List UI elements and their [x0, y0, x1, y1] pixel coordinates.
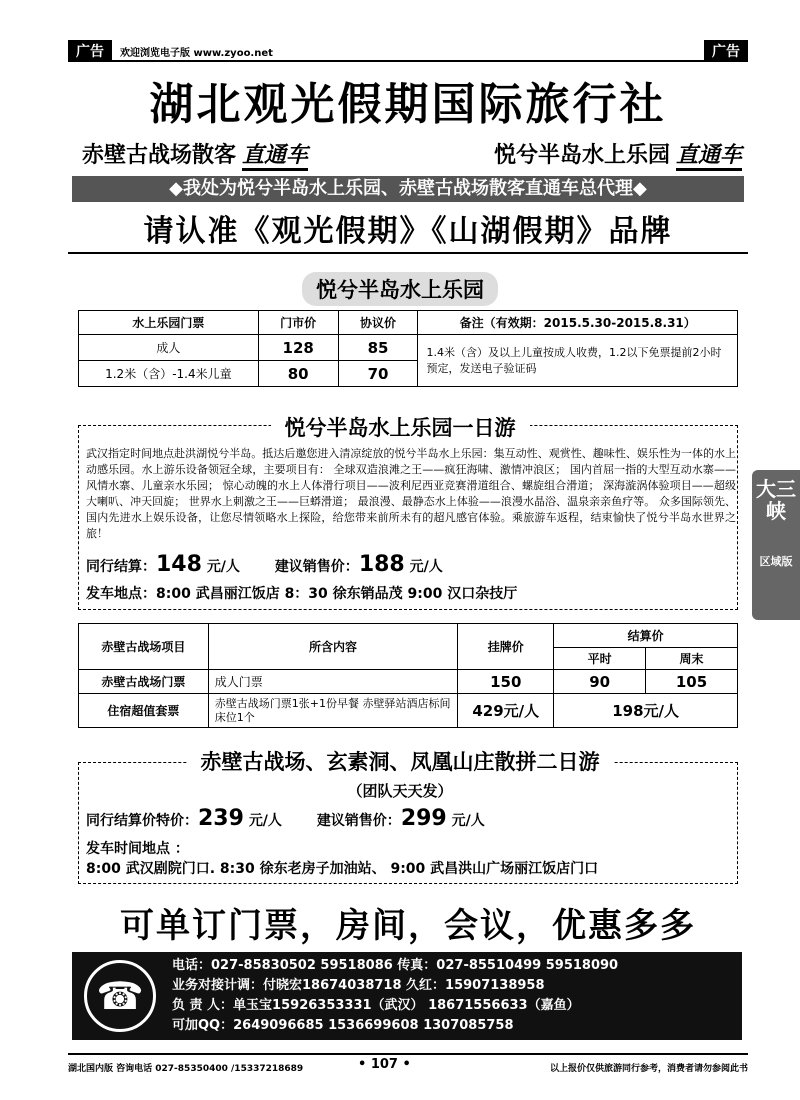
settle-price: 239: [198, 806, 244, 831]
col-weekday: 平时: [554, 648, 646, 670]
side-tab-sub: 区域版: [759, 555, 793, 568]
depart-label: 发车时间地点 ：: [86, 841, 189, 857]
col-weekend: 周末: [646, 648, 738, 670]
col-project: 赤壁古战场项目: [79, 624, 209, 670]
page-number: • 107 •: [358, 1057, 411, 1072]
chibi-express-badge: 直通车: [242, 143, 308, 171]
region-side-tab: [752, 470, 800, 620]
col-agreed: 协议价: [338, 311, 418, 335]
table-row: [79, 335, 738, 361]
contact-manager: 负 责 人：单玉宝15926353331（武汉） 18671556633（嘉鱼）: [172, 998, 580, 1013]
two-day-title-text: 赤壁古战场、玄素洞、凤凰山庄散拼二日游: [187, 744, 614, 778]
settle-label: 同行结算：: [86, 559, 156, 575]
footer-left: 湖北国内版 咨询电话 027-85350400 /15337218689: [68, 1064, 304, 1074]
footer: [68, 1053, 748, 1074]
row-name: 赤壁古战场门票: [79, 670, 209, 694]
ad-label-left: 广告: [68, 40, 112, 62]
suggest-label: 建议销售价：: [316, 813, 401, 829]
row-settle: 198元/人: [554, 694, 738, 728]
chibi-express-label: 赤壁古战场散客: [82, 143, 237, 168]
yuexi-express: [494, 138, 742, 169]
slogan: 可单订门票，房间，会议，优惠多多: [120, 906, 696, 946]
park-title-text: 悦兮半岛水上乐园: [302, 272, 498, 306]
row-agreed: 85: [338, 335, 418, 361]
day-tour-title-text: 悦兮半岛水上乐园一日游: [271, 410, 530, 444]
col-ticket: 水上乐园门票: [79, 311, 259, 335]
chibi-table: [78, 623, 738, 728]
top-bar: [68, 40, 748, 62]
suggest-label: 建议销售价：: [274, 559, 359, 575]
contact-planner: 业务对接计调：付晓宏18674038718 久红：15907138958: [172, 978, 545, 993]
col-list-price: 挂牌价: [458, 624, 554, 670]
day-tour-depart: 发车地点：8:00 武昌丽江饭店 8：30 徐东销品茂 9:00 汉口杂技厅: [86, 586, 518, 602]
daily-departure: （团队天天发）: [347, 782, 453, 800]
settle-price: 148: [156, 552, 202, 577]
row-name: 住宿超值套票: [79, 694, 209, 728]
settle-unit: 元/人: [206, 559, 240, 575]
row-name: 成人: [79, 335, 259, 361]
yuexi-express-badge: 直通车: [676, 143, 742, 171]
yuexi-express-label: 悦兮半岛水上乐园: [493, 143, 670, 168]
col-settle: 结算价: [554, 624, 738, 648]
col-retail: 门市价: [258, 311, 338, 335]
table-row: [79, 694, 738, 728]
row-list: 150: [458, 670, 554, 694]
welcome-text: 欢迎浏览电子版 www.zyoo.net: [120, 48, 273, 59]
row-list: 429元/人: [458, 694, 554, 728]
phone-icon: ☎: [84, 960, 156, 1032]
col-content: 所含内容: [208, 624, 458, 670]
ad-label-right: 广告: [704, 40, 748, 62]
two-day-prices: [86, 806, 485, 831]
day-tour-description: 武汉指定时间地点赴洪湖悦兮半岛。抵达后邀您进入清凉绽放的悦兮半岛水上乐园：集互动性、观赏性、趣味性、娱乐性为一体的水上动感乐园。水上游乐设备领冠全球，主要项目有： 全球双造浪滩之王——疯狂海啸、激情冲浪区； 国内首屈一指的大型互动水寨——风情水寨、儿童亲水乐园； 惊心动魄的水上人体滑行项目——波利尼西亚竞赛滑道组合、螺旋组合滑道； 深海漩涡体验项目——超级大喇叭、冲天回旋； 世界水上刺激之王——巨蟒滑道； 最浪漫、最静态水上体验——浪漫水晶浴、温泉亲亲鱼疗等。 众多国际领先、国内先进水上娱乐设备，让您尽情领略水上探险，给您带来前所未有的超凡感官体验。乘旅游车返程，结束愉快了悦兮半岛水世界之旅！: [86, 447, 736, 540]
suggest-price: 299: [400, 806, 447, 831]
brand-headline: 请认准《观光假期》《山湖假期》品牌: [143, 214, 673, 249]
row-weekday: 90: [554, 670, 646, 694]
chibi-express: [82, 138, 308, 169]
two-day-depart: 8:00 武汉剧院门口. 8:30 徐东老房子加油站、 9:00 武昌洪山广场丽江饭店门口: [86, 861, 599, 877]
suggest-unit: 元/人: [451, 813, 485, 829]
col-note: 备注（有效期：2015.5.30-2015.8.31）: [418, 311, 738, 335]
suggest-unit: 元/人: [409, 559, 443, 575]
day-tour-prices: [86, 552, 443, 577]
park-note: 1.4米（含）及以上儿童按成人收费，1.2以下免票提前2小时预定，发送电子验证码: [418, 335, 738, 387]
settle-label: 同行结算价特价：: [86, 813, 198, 829]
express-subtitles: [82, 138, 742, 169]
row-content: 成人门票: [208, 670, 458, 694]
contact-box: [72, 952, 742, 1040]
divider: [68, 252, 748, 254]
park-section-title: [0, 272, 800, 306]
table-row: [79, 670, 738, 694]
row-retail: 80: [258, 361, 338, 387]
contact-qq: 可加QQ：2649096685 1536699608 1307085758: [172, 1018, 514, 1033]
suggest-price: 188: [358, 552, 405, 577]
agent-banner: ◆我处为悦兮半岛水上乐园、赤壁古战场散客直通车总代理◆: [72, 176, 744, 202]
park-ticket-table: [78, 310, 738, 387]
settle-unit: 元/人: [248, 813, 282, 829]
row-content: 赤壁古战场门票1张+1份早餐 赤壁驿站酒店标间床位1个: [208, 694, 458, 728]
row-retail: 128: [258, 335, 338, 361]
row-agreed: 70: [338, 361, 418, 387]
agency-title: 湖北观光假期国际旅行社: [149, 79, 667, 130]
row-weekend: 105: [646, 670, 738, 694]
contact-lines: [172, 956, 618, 1036]
contact-phone: 电话：027-85830502 59518086 传真：027-85510499 59518090: [172, 958, 619, 973]
two-day-title: [0, 744, 800, 778]
row-name: 1.2米（含）-1.4米儿童: [79, 361, 259, 387]
day-tour-title: [0, 410, 800, 444]
side-tab-name: 大三峡: [756, 477, 796, 523]
footer-right: 以上报价仅供旅游同行参考，消费者请勿参阅此书: [549, 1064, 748, 1074]
